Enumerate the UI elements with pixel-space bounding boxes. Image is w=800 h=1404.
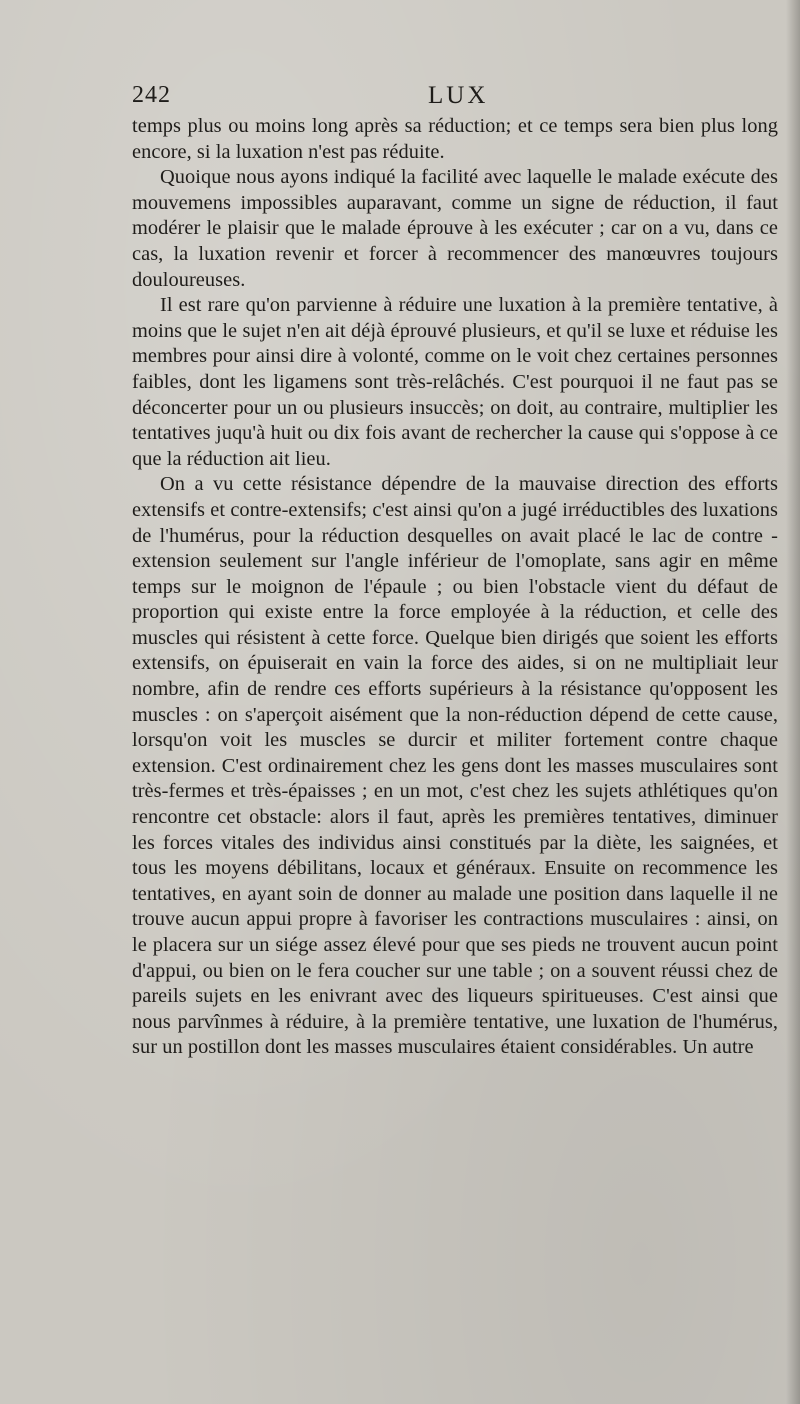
- page-header: [132, 80, 772, 114]
- body-text: [132, 114, 778, 1061]
- page-gutter-shadow: [786, 0, 800, 1404]
- paragraph: Il est rare qu'on parvienne à réduire une luxation à la première tentative, à moins que le sujet n'en ait déjà éprouvé plusieurs, et qu'il se luxe et réduise les membres pour ainsi dire à volonté, comme on le voit chez certaines personnes faibles, dont les ligamens sont très-relâchés. C'est pourquoi il ne faut pas se déconcerter pour un ou plusieurs insuccès; on doit, au contraire, multiplier les tentatives juqu'à huit ou dix fois avant de rechercher la cause qui s'oppose à ce que la réduction ait lieu.: [132, 294, 778, 470]
- paragraph: On a vu cette résistance dépendre de la mauvaise direction des efforts extensifs et contre-extensifs; c'est ainsi qu'on a jugé irréductibles des luxations de l'humérus, pour la réduction desquelles on avait placé le lac de contre - extension seulement sur l'angle inférieur de l'omoplate, sans agir en même temps sur le moignon de l'épaule ; ou bien l'obstacle vient du défaut de proportion qui existe entre la force employée à la réduction, et celle des muscles qui résistent à cette force. Quelque bien dirigés que soient les efforts extensifs, on épuiserait en vain la force des aides, si on ne multipliait leur nombre, afin de rendre ces efforts supérieurs à la résistance qu'opposent les muscles : on s'aperçoit aisément que la non-réduction dépend de cette cause, lorsqu'on voit les muscles se durcir et militer fortement contre chaque extension. C'est ordinairement chez les gens dont les masses musculaires sont très-fermes et très-épaisses ; en un mot, c'est chez les sujets athlétiques qu'on rencontre cet obstacle: alors il faut, après les premières tentatives, diminuer les forces vitales des individus ainsi constitués par la diète, les saignées, et tous les moyens débilitans, locaux et généraux. Ensuite on recommence les tentatives, en ayant soin de donner au malade une position dans laquelle il ne trouve aucun appui propre à favoriser les contractions musculaires : ainsi, on le placera sur un siége assez élevé pour que ses pieds ne trouvent aucun point d'appui, ou bien on le fera coucher sur une table ; on a souvent réussi chez de pareils sujets en les enivrant avec des liqueurs spiritueuses. C'est ainsi que nous parvînmes à réduire, à la première tentative, une luxation de l'humérus, sur un postillon dont les masses musculaires étaient considérables. Un autre: [132, 473, 778, 1059]
- running-head: LUX: [428, 82, 489, 109]
- paragraph-continuation: temps plus ou moins long après sa réduction; et ce temps sera bien plus long encore, si la luxation n'est pas réduite.: [132, 115, 778, 163]
- page-number: 242: [132, 82, 171, 108]
- paragraph: Quoique nous ayons indiqué la facilité avec laquelle le malade exécute des mouvemens impossibles auparavant, comme un signe de réduction, il faut modérer le plaisir que le malade éprouve à les exécuter ; car on a vu, dans ce cas, la luxation revenir et forcer à recommencer des manœuvres toujours douloureuses.: [132, 166, 778, 291]
